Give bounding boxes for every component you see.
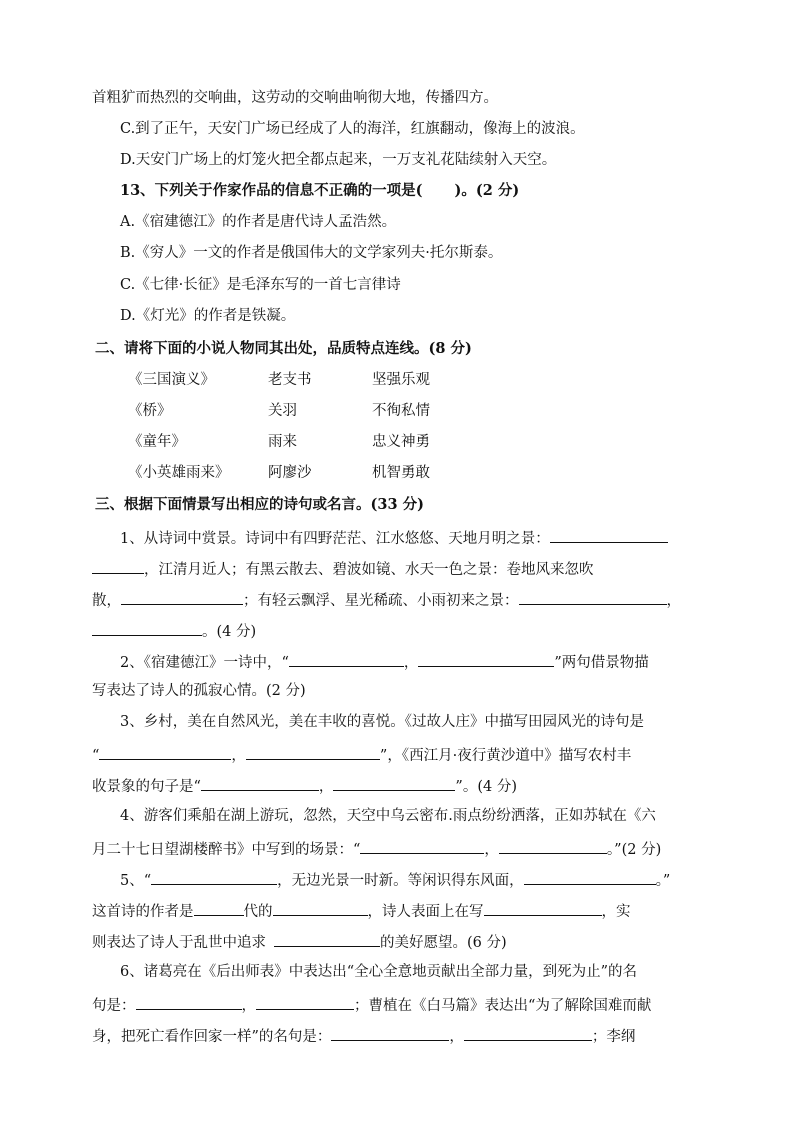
- s3-q4-text2c: 。”(2 分): [606, 842, 662, 858]
- q13-option-a: A.《宿建德江》的作者是唐代诗人孟浩然。: [120, 214, 397, 230]
- s3-q6-blank1: [136, 993, 242, 1010]
- s3-q3-line1: 3、乡村，美在自然风光，美在丰收的喜悦。《过故人庄》中描写田园风光的诗句是: [120, 714, 644, 730]
- s3-q2-text1a: 2、《宿建德江》一诗中，“: [120, 655, 289, 671]
- section2-title: 二、请将下面的小说人物同其出处，品质特点连线。(8 分): [95, 340, 472, 357]
- section2-character-1: 老支书: [268, 372, 312, 388]
- s3-q3-text3b: ，: [318, 779, 334, 795]
- s3-q3-text3c: ”。(4 分): [455, 779, 517, 795]
- s3-q1-line1: [120, 526, 712, 549]
- s3-q2-line2: 写表达了诗人的孤寂心情。(2 分): [92, 683, 306, 699]
- section2-character-2: 关羽: [268, 403, 297, 419]
- s3-q3-line3: [92, 774, 712, 797]
- s3-q6-text2c: ；曹植在《白马篇》表达出“为了解除国难而献: [354, 998, 652, 1014]
- s3-q4-blank1: [360, 837, 484, 854]
- s3-q6-line1: 6、诸葛亮在《后出师表》中表达出“全心全意地贡献出全部力量，到死为止”的名: [120, 964, 638, 980]
- section2-book-2: 《桥》: [128, 403, 172, 419]
- s3-q6-text3b: ，: [449, 1029, 464, 1045]
- s3-q6-line2: [92, 993, 712, 1016]
- s3-q5-text2b: 代的: [243, 904, 273, 920]
- s3-q2-blank2: [418, 650, 554, 667]
- section2-book-1: 《三国演义》: [128, 372, 215, 388]
- s3-q4-line2: [92, 837, 712, 860]
- s3-q3-blank3: [201, 774, 319, 791]
- q12-tail: 首粗犷而热烈的交响曲，这劳动的交响曲响彻大地，传播四方。: [92, 90, 498, 106]
- s3-q6-blank4: [464, 1024, 592, 1041]
- s3-q3-blank2: [246, 743, 380, 760]
- q13-stem: [120, 181, 740, 201]
- s3-q5-blank4: [273, 899, 368, 916]
- s3-q6-line3: [92, 1024, 712, 1047]
- s3-q5-line3: [92, 930, 712, 953]
- section2-character-4: 阿廖沙: [268, 465, 312, 481]
- s3-q5-blank5: [484, 899, 602, 916]
- s3-q5-blank6: [274, 930, 380, 947]
- s3-q3-text2c: ”，《西江月·夜行黄沙道中》描写农村丰: [379, 748, 632, 764]
- s3-q5-line1: [120, 868, 740, 891]
- s3-q6-text3c: ；李纲: [591, 1029, 636, 1045]
- s3-q5-text2a: 这首诗的作者是: [92, 904, 194, 920]
- q13-option-d: D.《灯光》的作者是铁凝。: [120, 308, 296, 324]
- s3-q3-text3a: 收景象的句子是“: [92, 779, 201, 795]
- s3-q1-blank2: [121, 588, 243, 605]
- s3-q3-text2b: ，: [231, 748, 246, 764]
- s3-q3-blank4: [333, 774, 455, 791]
- section2-character-3: 雨来: [268, 434, 297, 450]
- s3-q3-text2a: “: [92, 748, 100, 764]
- section3-title: 三、根据下面情景写出相应的诗句或名言。(33 分): [95, 496, 424, 513]
- s3-q6-blank3: [331, 1024, 449, 1041]
- s3-q1-text3b: ；有轻云飘浮、星光稀疏、小雨初来之景：: [243, 593, 519, 609]
- s3-q1-line3: [92, 588, 712, 611]
- s3-q5-text2c: ，诗人表面上在写: [367, 904, 484, 920]
- section2-trait-1: 坚强乐观: [372, 372, 430, 388]
- s3-q5-blank1: [151, 868, 277, 885]
- s3-q4-line1: 4、游客们乘船在湖上游玩，忽然，天空中乌云密布.雨点纷纷洒落，正如苏轼在《六: [120, 808, 656, 824]
- section2-book-4: 《小英雄雨来》: [128, 465, 230, 481]
- s3-q2-text1b: ，: [403, 655, 419, 671]
- s3-q3-blank1: [99, 743, 231, 760]
- s3-q5-text1b: ，无边光景一时新。等闲识得东风面，: [277, 873, 524, 889]
- s3-q5-text2d: ，实: [601, 904, 631, 920]
- s3-q6-blank2: [256, 993, 354, 1010]
- s3-q1-line4: [92, 619, 712, 642]
- s3-q5-blank3: [194, 899, 244, 916]
- s3-q1-blank1: [550, 526, 668, 543]
- section2-book-3: 《童年》: [128, 434, 186, 450]
- s3-q5-text1c: 。”: [655, 873, 671, 889]
- s3-q1-blank1-cont: [92, 557, 144, 574]
- section2-trait-4: 机智勇敢: [372, 465, 430, 481]
- section2-trait-2: 不徇私情: [372, 403, 430, 419]
- s3-q4-text2a: 月二十七日望湖楼醉书》中写到的场景：“: [92, 842, 361, 858]
- s3-q2-line1: [120, 650, 740, 673]
- q12-option-c: C.到了正午，天安门广场已经成了人的海洋，红旗翻动，像海上的波浪。: [120, 121, 585, 137]
- s3-q6-text2a: 句是：: [92, 998, 136, 1014]
- s3-q1-text2: ，江清月近人；有黑云散去、碧波如镜、水天一色之景：卷地风来忽吹: [144, 562, 594, 578]
- s3-q5-text3a: 则表达了诗人于乱世中追求: [92, 935, 266, 951]
- q12-option-d: D.天安门广场上的灯笼火把全都点起来，一万支礼花陆续射入天空。: [120, 152, 557, 168]
- s3-q1-text3c: ，: [666, 593, 681, 609]
- s3-q4-text2b: ，: [484, 842, 499, 858]
- s3-q2-text1c: ”两句借景物描: [554, 655, 649, 671]
- q13-stem-score: )。(2 分): [454, 182, 520, 199]
- q13-option-c: C.《七律·长征》是毛泽东写的一首七言律诗: [120, 277, 401, 293]
- s3-q6-text3a: 身，把死亡看作回家一样”的名句是：: [92, 1029, 332, 1045]
- s3-q1-blank4: [92, 619, 202, 636]
- s3-q5-blank2: [524, 868, 656, 885]
- section2-trait-3: 忠义神勇: [372, 434, 430, 450]
- s3-q1-text3a: 散，: [92, 593, 121, 609]
- s3-q6-text2b: ，: [241, 998, 256, 1014]
- s3-q4-blank2: [499, 837, 607, 854]
- q13-stem-text: 13、下列关于作家作品的信息不正确的一项是(: [120, 182, 423, 199]
- s3-q1-line2: [92, 557, 712, 580]
- s3-q1-text1: 1、从诗词中赏景。诗词中有四野茫茫、江水悠悠、天地月明之景：: [120, 531, 550, 547]
- s3-q1-blank3: [519, 588, 667, 605]
- s3-q5-text1a: 5、“: [120, 873, 152, 889]
- s3-q2-blank1: [289, 650, 404, 667]
- s3-q5-line2: [92, 899, 712, 922]
- s3-q5-text3b: 的美好愿望。(6 分): [380, 935, 507, 951]
- s3-q3-line2: [92, 743, 712, 766]
- q13-option-b: B.《穷人》一文的作者是俄国伟大的文学家列夫·托尔斯泰。: [120, 245, 503, 261]
- s3-q1-text4: 。(4 分): [202, 624, 257, 640]
